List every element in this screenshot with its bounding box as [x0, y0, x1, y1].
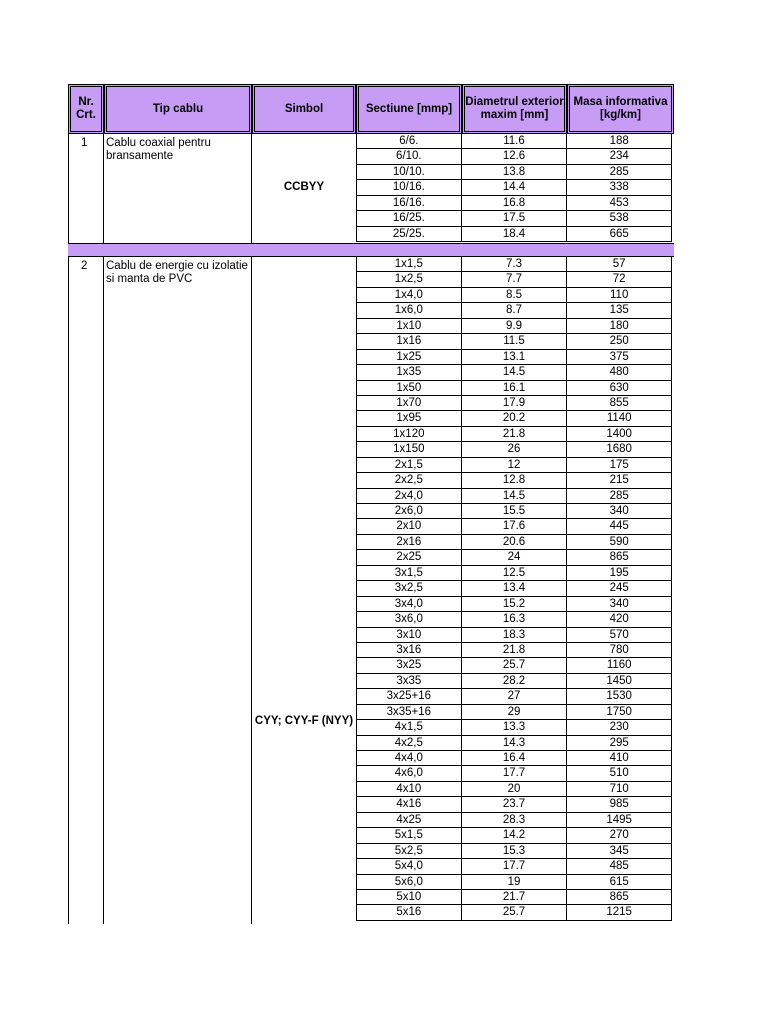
table-row	[357, 844, 671, 859]
table-row	[357, 612, 671, 627]
frame-line	[103, 134, 104, 243]
masa-cell: 195	[609, 566, 629, 579]
diametru-cell: 14.5	[462, 365, 568, 379]
header-tip-label: Tip cablu	[152, 102, 204, 115]
sectiune-cell: 1x50	[357, 381, 462, 395]
masa-cell: 1215	[606, 906, 632, 919]
diametru-cell: 21.8	[462, 643, 568, 657]
diametru-cell: 17.7	[462, 766, 568, 780]
sectiune-cell: 6/10.	[357, 149, 462, 163]
masa-cell: 57	[612, 258, 626, 270]
sectiune-cell: 1x4,0	[357, 288, 462, 302]
masa-cell: 110	[610, 288, 629, 301]
sectiune-cell: 5x10	[357, 890, 462, 904]
frame-line	[68, 134, 69, 243]
sectiune-cell: 1x10	[357, 319, 462, 333]
sectiune-cell: 4x4,0	[357, 751, 462, 765]
frame-line	[68, 257, 69, 924]
group-2-rows	[356, 257, 672, 921]
sectiune-cell: 6/6.	[357, 134, 462, 148]
table-row	[357, 319, 671, 334]
sectiune-cell: 5x4,0	[357, 859, 462, 873]
masa-cell: 345	[609, 844, 629, 857]
masa-cell: 285	[609, 165, 629, 178]
masa-cell: 865	[609, 890, 629, 903]
table-row	[357, 859, 671, 874]
masa-cell: 295	[609, 736, 629, 749]
masa-cell: 338	[609, 181, 629, 194]
diametru-cell: 11.5	[462, 334, 568, 348]
masa-cell: 538	[609, 212, 629, 225]
sectiune-cell: 3x35	[357, 674, 462, 688]
diametru-cell: 17.6	[462, 519, 568, 533]
masa-cell: 1530	[606, 690, 632, 703]
sectiune-cell: 1x6,0	[357, 303, 462, 317]
table-row	[357, 411, 671, 426]
masa-cell: 510	[609, 767, 629, 780]
masa-cell: 180	[609, 319, 629, 332]
group-1-rows	[356, 134, 672, 242]
masa-cell: 665	[609, 227, 629, 240]
header-simbol	[252, 84, 356, 134]
diametru-cell: 13.3	[462, 720, 568, 734]
sectiune-cell: 1x16	[357, 334, 462, 348]
header-masa	[567, 84, 674, 134]
header-diametru	[462, 84, 567, 134]
group-1-nr: 1	[81, 137, 88, 149]
masa-cell: 234	[609, 150, 629, 163]
sectiune-cell: 2x10	[357, 519, 462, 533]
sectiune-cell: 3x4,0	[357, 597, 462, 611]
table-row	[357, 736, 671, 751]
group-2-nr: 2	[81, 260, 88, 272]
diametru-cell: 28.2	[462, 674, 568, 688]
table-row	[357, 489, 671, 504]
diametru-cell: 16.4	[462, 751, 568, 765]
diametru-cell: 20.6	[462, 535, 568, 549]
masa-cell: 410	[609, 752, 629, 764]
diametru-cell: 23.7	[462, 797, 568, 811]
table-row	[357, 365, 671, 380]
sectiune-cell: 2x16	[357, 535, 462, 549]
diametru-cell: 26	[462, 442, 568, 456]
table-row	[357, 890, 671, 905]
table-row	[357, 643, 671, 658]
table-row	[357, 875, 671, 890]
diametru-cell: 13.1	[462, 350, 568, 364]
table-row	[357, 813, 671, 828]
table-row	[357, 180, 671, 195]
masa-cell: 135	[609, 304, 629, 317]
table-row	[357, 350, 671, 365]
diametru-cell: 15.2	[462, 597, 568, 611]
diametru-cell: 14.2	[462, 828, 568, 842]
header-nr	[68, 84, 104, 134]
table-row	[357, 658, 671, 673]
diametru-cell: 16.1	[462, 381, 568, 395]
diametru-cell: 16.3	[462, 612, 568, 626]
table-row	[357, 427, 671, 442]
masa-cell: 1495	[606, 813, 632, 826]
sectiune-cell: 1x25	[357, 350, 462, 364]
table-row	[357, 134, 671, 149]
table-row	[357, 797, 671, 812]
sectiune-cell: 3x25	[357, 658, 462, 672]
sectiune-cell: 1x1,5	[357, 257, 462, 271]
masa-cell: 1450	[606, 674, 632, 687]
masa-cell: 865	[609, 551, 629, 564]
sectiune-cell: 2x25	[357, 550, 462, 564]
sectiune-cell: 5x1,5	[357, 828, 462, 842]
diametru-cell: 25.7	[462, 905, 568, 919]
table-row	[357, 458, 671, 473]
table-row	[357, 766, 671, 781]
sectiune-cell: 3x25+16	[357, 689, 462, 703]
masa-cell: 340	[609, 597, 629, 610]
masa-cell: 615	[609, 875, 629, 888]
masa-cell: 1750	[606, 705, 632, 718]
sectiune-cell: 1x35	[357, 365, 462, 379]
diametru-cell: 17.7	[462, 859, 568, 873]
diametru-cell: 11.6	[462, 134, 568, 148]
group-2-simbol: CYY; CYY-F (NYY)	[254, 715, 354, 727]
table-row	[357, 227, 671, 242]
diametru-cell: 7.3	[462, 257, 568, 271]
table-row	[357, 550, 671, 565]
table-row	[357, 720, 671, 735]
diametru-cell: 14.4	[462, 180, 568, 194]
sectiune-cell: 4x10	[357, 782, 462, 796]
diametru-cell: 25.7	[462, 658, 568, 672]
sectiune-cell: 3x6,0	[357, 612, 462, 626]
sectiune-cell: 5x16	[357, 905, 462, 919]
table-row	[357, 689, 671, 704]
masa-cell: 375	[609, 350, 629, 363]
diametru-cell: 12	[462, 458, 568, 472]
table-row	[357, 211, 671, 226]
table-row	[357, 566, 671, 581]
table-row	[357, 674, 671, 689]
sectiune-cell: 1x120	[357, 427, 462, 441]
diametru-cell: 8.5	[462, 288, 568, 302]
header-diametru-label: Diametrul exterior maxim [mm]	[465, 96, 564, 121]
masa-cell: 453	[609, 196, 629, 209]
sectiune-cell: 25/25.	[357, 227, 462, 241]
frame-line	[103, 257, 104, 924]
masa-cell: 590	[609, 535, 629, 548]
table-row	[357, 473, 671, 488]
sectiune-cell: 10/16.	[357, 180, 462, 194]
masa-cell: 270	[609, 829, 629, 842]
sectiune-cell: 4x6,0	[357, 766, 462, 780]
diametru-cell: 15.3	[462, 844, 568, 858]
sectiune-cell: 4x1,5	[357, 720, 462, 734]
table-row	[357, 149, 671, 164]
table-row	[357, 288, 671, 303]
sectiune-cell: 2x6,0	[357, 504, 462, 518]
header-nr-label: Nr. Crt.	[76, 96, 96, 121]
diametru-cell: 7.7	[462, 272, 568, 286]
group-1-tip: Cablu coaxial pentru bransamente	[106, 137, 211, 162]
diametru-cell: 17.5	[462, 211, 568, 225]
group-1-simbol: CCBYY	[283, 181, 325, 193]
diametru-cell: 17.9	[462, 396, 568, 410]
table-row	[357, 705, 671, 720]
header-sectiune-label: Sectiune [mmp]	[365, 102, 453, 115]
table-row	[357, 303, 671, 318]
table-row	[357, 257, 671, 272]
sectiune-cell: 3x16	[357, 643, 462, 657]
table-row	[357, 196, 671, 211]
diametru-cell: 18.3	[462, 628, 568, 642]
diametru-cell: 19	[462, 875, 568, 889]
masa-cell: 175	[609, 458, 629, 471]
diametru-cell: 29	[462, 705, 568, 719]
table-row	[357, 519, 671, 534]
masa-cell: 420	[609, 613, 629, 626]
table-row	[357, 396, 671, 411]
masa-cell: 215	[609, 474, 629, 487]
masa-cell: 485	[609, 860, 629, 873]
diametru-cell: 15.5	[462, 504, 568, 518]
sectiune-cell: 3x2,5	[357, 581, 462, 595]
masa-cell: 630	[609, 381, 629, 394]
table-row	[357, 581, 671, 596]
sectiune-cell: 5x6,0	[357, 875, 462, 889]
sectiune-cell: 2x1,5	[357, 458, 462, 472]
masa-cell: 188	[609, 135, 629, 147]
table-row	[357, 272, 671, 287]
masa-cell: 780	[609, 643, 629, 656]
masa-cell: 1160	[606, 659, 632, 672]
masa-cell: 710	[609, 782, 629, 795]
diametru-cell: 12.6	[462, 149, 568, 163]
table-row	[357, 751, 671, 766]
group-2-tip: Cablu de energie cu izolatie si manta de PVC	[106, 260, 248, 285]
sectiune-cell: 16/25.	[357, 211, 462, 225]
masa-cell: 570	[609, 628, 629, 641]
diametru-cell: 14.5	[462, 489, 568, 503]
table-row	[357, 535, 671, 550]
table-row	[357, 334, 671, 349]
table-row	[357, 905, 671, 920]
diametru-cell: 9.9	[462, 319, 568, 333]
table-row	[357, 165, 671, 180]
sectiune-cell: 3x10	[357, 628, 462, 642]
sectiune-cell: 3x35+16	[357, 705, 462, 719]
sectiune-cell: 4x25	[357, 813, 462, 827]
header-sectiune	[356, 84, 462, 134]
diametru-cell: 13.4	[462, 581, 568, 595]
header-tip	[104, 84, 252, 134]
masa-cell: 340	[609, 505, 629, 517]
diametru-cell: 21.7	[462, 890, 568, 904]
masa-cell: 230	[609, 721, 629, 734]
header-masa-label: Masa informativa [kg/km]	[573, 96, 668, 121]
sectiune-cell: 5x2,5	[357, 844, 462, 858]
masa-cell: 985	[609, 798, 629, 811]
masa-cell: 72	[612, 273, 626, 286]
diametru-cell: 27	[462, 689, 568, 703]
sectiune-cell: 2x4,0	[357, 489, 462, 503]
sectiune-cell: 4x2,5	[357, 736, 462, 750]
header-simbol-label: Simbol	[284, 102, 324, 115]
diametru-cell: 28.3	[462, 813, 568, 827]
masa-cell: 445	[609, 520, 629, 533]
sectiune-cell: 1x2,5	[357, 272, 462, 286]
masa-cell: 285	[609, 489, 629, 502]
diametru-cell: 24	[462, 550, 568, 564]
table-row	[357, 504, 671, 519]
table-row	[357, 442, 671, 457]
table-row	[357, 597, 671, 612]
diametru-cell: 12.8	[462, 473, 568, 487]
masa-cell: 245	[609, 582, 629, 595]
table-row	[357, 828, 671, 843]
masa-cell: 1680	[606, 443, 632, 456]
sectiune-cell: 1x150	[357, 442, 462, 456]
table-row	[357, 628, 671, 643]
diametru-cell: 16.8	[462, 196, 568, 210]
masa-cell: 1140	[606, 412, 632, 425]
group-separator	[68, 243, 674, 257]
diametru-cell: 13.8	[462, 165, 568, 179]
sectiune-cell: 16/16.	[357, 196, 462, 210]
sectiune-cell: 10/10.	[357, 165, 462, 179]
diametru-cell: 20.2	[462, 411, 568, 425]
diametru-cell: 18.4	[462, 227, 568, 241]
sectiune-cell: 4x16	[357, 797, 462, 811]
masa-cell: 250	[609, 335, 629, 348]
table-row	[357, 381, 671, 396]
diametru-cell: 12.5	[462, 566, 568, 580]
table-row	[357, 782, 671, 797]
sectiune-cell: 2x2,5	[357, 473, 462, 487]
diametru-cell: 14.3	[462, 736, 568, 750]
frame-line	[251, 257, 252, 924]
diametru-cell: 8.7	[462, 303, 568, 317]
masa-cell: 1400	[606, 427, 632, 440]
sectiune-cell: 1x70	[357, 396, 462, 410]
diametru-cell: 20	[462, 782, 568, 796]
masa-cell: 480	[609, 366, 629, 379]
masa-cell: 855	[609, 396, 629, 409]
sectiune-cell: 3x1,5	[357, 566, 462, 580]
diametru-cell: 21.8	[462, 427, 568, 441]
sectiune-cell: 1x95	[357, 411, 462, 425]
